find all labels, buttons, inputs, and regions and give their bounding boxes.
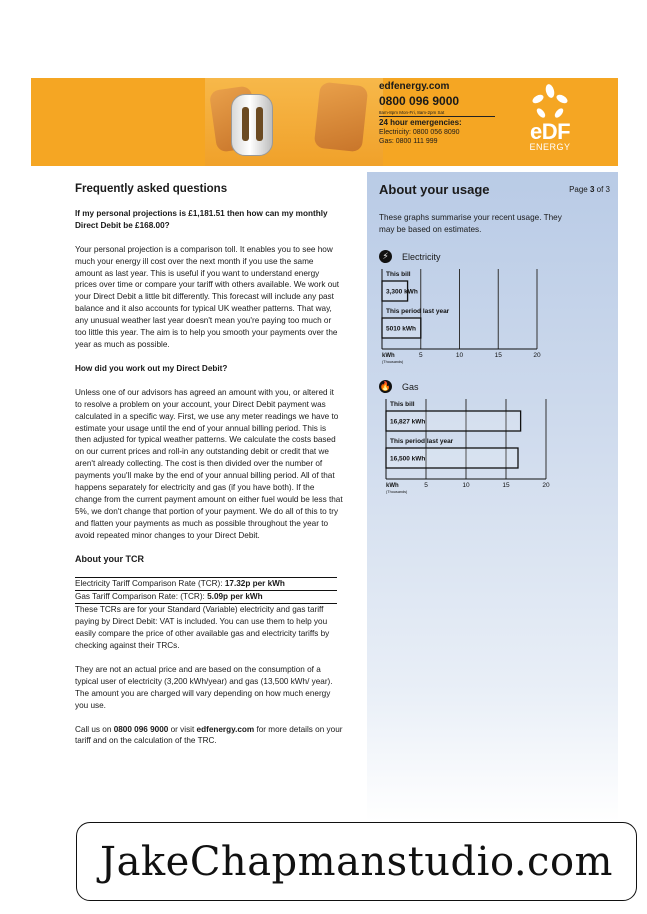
gas-chart [379, 397, 564, 499]
faq-question-1: If my personal projections is £1,181.51 then how can my monthly Direct Debit be £168.00? [75, 208, 328, 230]
electricity-chart [379, 267, 554, 369]
tcr-contact-pre: Call us on [75, 724, 114, 734]
usage-intro: These graphs summarise your recent usage. They may be based on estimates. [379, 213, 562, 234]
page-number [569, 185, 610, 194]
tcr-contact-site[interactable]: edfenergy.com [196, 724, 255, 734]
x-axis-label: kWh [386, 483, 399, 489]
bar-data-label: 16,500 kWh [390, 455, 426, 463]
faq-answer-1: Your personal projection is a comparison toll. It enables you to see how much your energy ill cost over the next month if you use the same amount as last year. This is useful if you want to understand energy prices over time or compare your tariff with others available. We work out your Direct Debit a little bit differently. This forecast will include any past balance and it also accounts for typical UK weather patterns. That way, any unusual weather last year doesn't mean you're paying too much or too little this year. The aim is to help you smooth your payments over the year as much as possible. [75, 244, 340, 349]
page-label: Page [569, 185, 590, 194]
usage-panel [367, 172, 618, 822]
x-tick-label: 5 [424, 482, 428, 489]
tcr-contact-post: for more details on your tariff and on the calculation of the TRC. [75, 724, 343, 746]
flame-icon: 🔥 [379, 381, 392, 391]
bar-category-label: This bill [390, 401, 415, 408]
watermark-text: JakeChapmanstudio.com [100, 838, 613, 885]
emergency-gas: Gas: 0800 111 999 [379, 138, 438, 146]
x-axis-sublabel: (Thousands) [382, 360, 404, 364]
page-total: 3 [605, 185, 610, 194]
watermark-banner [76, 822, 637, 901]
x-tick-label: 15 [494, 352, 502, 359]
toaster-image [231, 94, 273, 156]
emergency-electricity: Electricity: 0800 056 8090 [379, 129, 460, 137]
x-tick-label: 15 [502, 482, 510, 489]
edf-logo-subtext: ENERGY [529, 142, 571, 152]
lightning-icon: ⚡ [379, 250, 392, 263]
bar-category-label: This period last year [390, 438, 454, 445]
page-current: 3 [589, 185, 595, 194]
phone-number: 0800 096 9000 [379, 94, 460, 108]
bar-data-label: 16,827 kWh [390, 418, 426, 426]
bar-category-label: This period last year [386, 308, 450, 315]
edf-logo-text: eDF [529, 119, 571, 144]
tcr-electricity-label: Electricity Tariff Comparison Rate (TCR): [75, 579, 225, 589]
tcr-paragraph-1: These TCRs are for your Standard (Variable) electricity and gas tariff paying by Direct Debit: VAT is included. You can use them to help you easily compare the price of other available gas and electricity tariffs by checking against their TRCs. [75, 605, 330, 650]
contact-block [379, 80, 509, 147]
bar-category-label: This bill [386, 271, 411, 278]
bar-data-label: 3,300 kWh [386, 288, 418, 296]
faq-column [75, 184, 343, 759]
x-axis-label: kWh [382, 353, 395, 359]
tcr-contact-mid: or visit [168, 724, 197, 734]
toaster-photo [205, 78, 383, 166]
tcr-gas-value: 5.09p per kWh [207, 592, 263, 602]
tcr-contact [75, 724, 343, 748]
electricity-label: Electricity [402, 251, 441, 262]
emergency-title: 24 hour emergencies: [379, 117, 462, 127]
x-tick-label: 20 [533, 352, 541, 359]
tcr-gas-label: Gas Tariff Comparison Rate: (TCR): [75, 592, 208, 602]
tcr-electricity-value: 17.32p per kWh [224, 579, 285, 589]
toast-slice-image [314, 82, 369, 153]
faq-title: Frequently asked questions [75, 183, 228, 195]
edf-sun-icon [530, 84, 570, 122]
x-axis-sublabel: (Thousands) [386, 490, 408, 494]
page-sep: of [594, 185, 606, 194]
electricity-section [379, 250, 554, 369]
x-tick-label: 10 [462, 482, 470, 489]
x-tick-label: 5 [418, 352, 423, 359]
tcr-gas [75, 591, 337, 604]
tcr-electricity [75, 577, 337, 591]
tcr-contact-phone: 0800 096 9000 [113, 724, 169, 734]
bar-data-label: 5010 kWh [386, 325, 416, 333]
tcr-paragraph-2: They are not an actual price and are based on the consumption of a typical user of electricity (3,200 kWh/year) and gas (13,500 kWh/ year). The amount you are charged will vary depending on how much energy you use. [75, 664, 333, 710]
website-link[interactable]: edfenergy.com [379, 81, 450, 92]
usage-title: About your usage [379, 182, 490, 197]
x-tick-label: 20 [542, 482, 550, 489]
faq-question-2: How did you work out my Direct Debit? [75, 363, 228, 373]
gas-section [379, 380, 564, 499]
edf-logo [515, 84, 585, 160]
gas-label: Gas [402, 381, 419, 392]
tcr-title: About your TCR [75, 553, 144, 564]
opening-hours: 8am-8pm Mon-Fri, 8am-2pm Sat [379, 110, 495, 117]
faq-answer-2: Unless one of our advisors has agreed an amount with you, or altered it to resolve a problem on your account, your Direct Debit payment was calculated in a specific way. First, we use any meter readings we have to estimate your usage until the end of your annual billing period. This is then adjusted for typical weather patterns. We calculate the costs based on our current prices and roll-in any outstanding debit or credit that we aren't already collecting. The cost is then divided over the number of payments you'll make by the end of your annual billing period. All of that happens separately for electricity and gas (if you have both). If the change from the current payment amount on either fuel would be less that 5%, we don't change that portion of your payment. We do all of this to try and flatten your payments as much as possible throughout the year to avoid repeated minor changes to your Direct Debit. [75, 387, 343, 540]
x-tick-label: 10 [455, 352, 464, 359]
